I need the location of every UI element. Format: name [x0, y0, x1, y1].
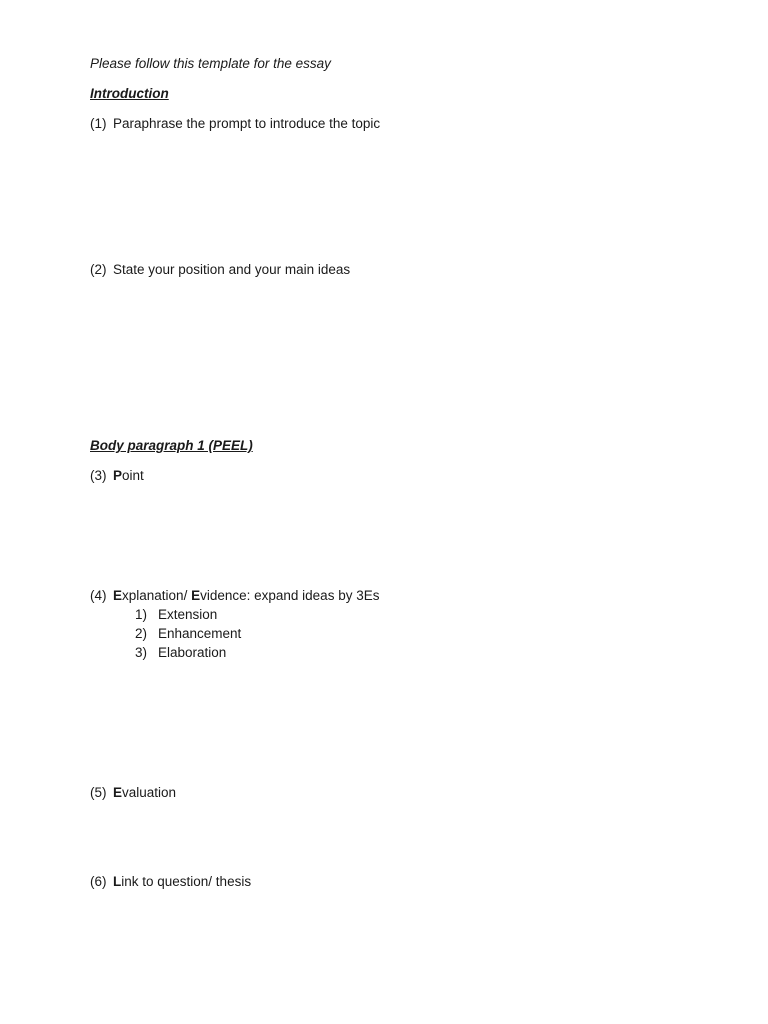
subitem-number: 2): [135, 626, 148, 641]
item-number: (1): [90, 116, 107, 131]
item-number: (5): [90, 785, 107, 800]
subitem-elaboration: [135, 644, 226, 662]
item-paraphrase-prompt: [90, 115, 380, 133]
item-evaluation: [90, 784, 176, 802]
subitem-number: 1): [135, 607, 148, 622]
template-instruction: Please follow this template for the essay: [90, 56, 331, 71]
item-state-position: [90, 261, 350, 279]
item-number: (4): [90, 588, 107, 603]
subitem-number: 3): [135, 645, 148, 660]
item-initial: E: [113, 785, 123, 800]
item-text: Paraphrase the prompt to introduce the topic: [113, 116, 381, 131]
item-text: xplanation/: [122, 588, 192, 603]
subitem-text: Extension: [158, 607, 218, 622]
body-paragraph-heading: Body paragraph 1 (PEEL): [90, 438, 253, 453]
item-point: [90, 467, 144, 485]
subitem-extension: [135, 606, 217, 624]
item-text: vidence: expand ideas by 3Es: [200, 588, 380, 603]
item-text: State your position and your main ideas: [113, 262, 351, 277]
introduction-heading: Introduction: [90, 86, 169, 101]
item-initial: E: [113, 588, 123, 603]
item-number: (6): [90, 874, 107, 889]
subitem-text: Elaboration: [158, 645, 227, 660]
subitem-text: Enhancement: [158, 626, 242, 641]
item-link-to-question: [90, 873, 251, 891]
subitem-enhancement: [135, 625, 241, 643]
item-initial: E: [191, 588, 201, 603]
item-number: (3): [90, 468, 107, 483]
item-initial: L: [113, 874, 122, 889]
item-initial: P: [113, 468, 123, 483]
item-number: (2): [90, 262, 107, 277]
item-text: valuation: [122, 785, 177, 800]
item-text: ink to question/ thesis: [121, 874, 252, 889]
item-text: oint: [122, 468, 144, 483]
item-explanation-evidence: [90, 587, 379, 605]
